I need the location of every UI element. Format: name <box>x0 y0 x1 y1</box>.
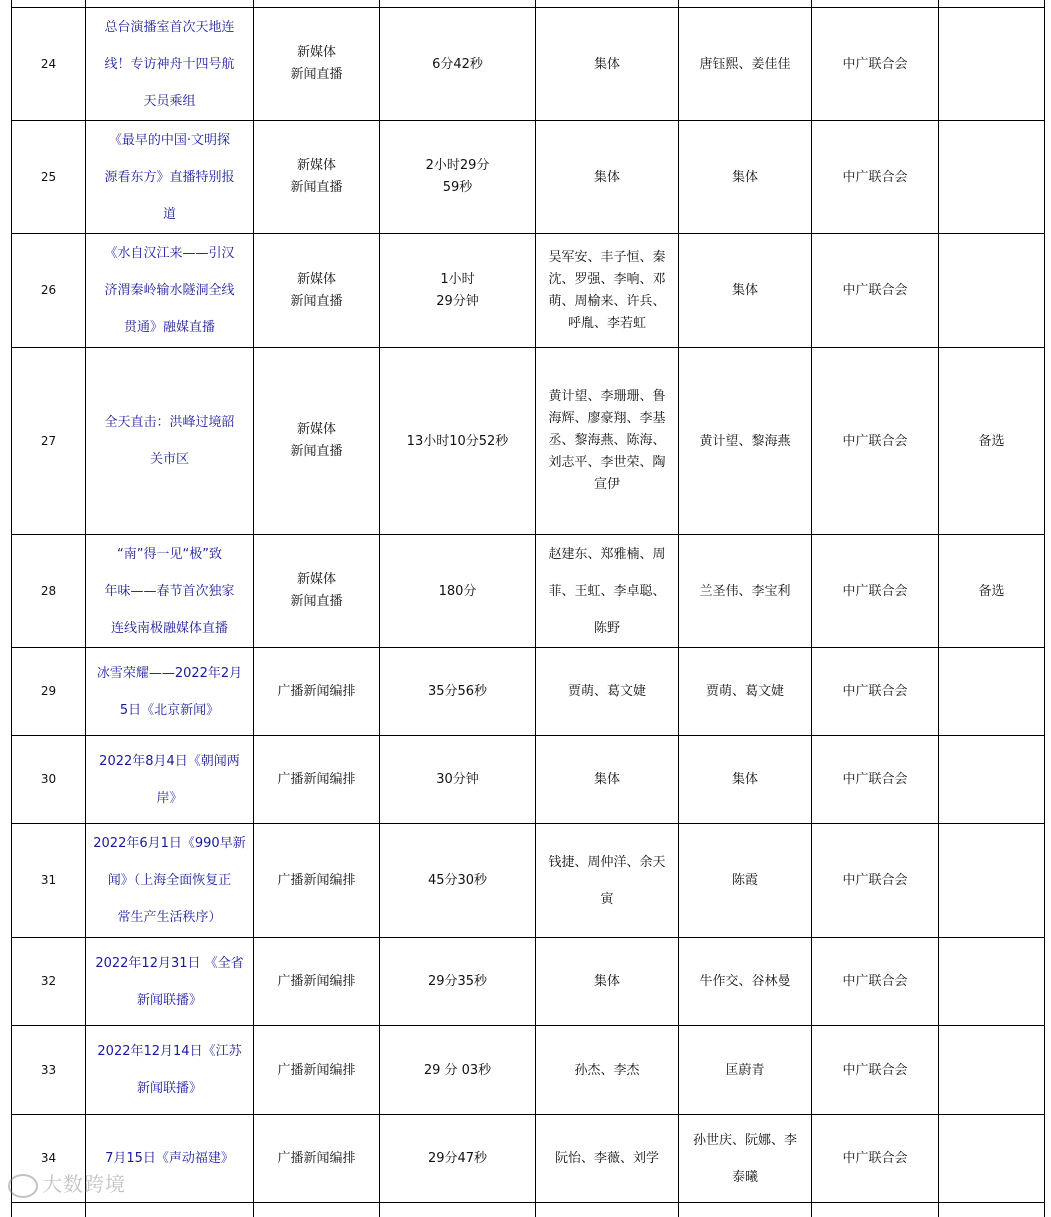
cell-authors <box>536 648 679 736</box>
cell-category-line: 广播新闻编排 <box>258 862 375 899</box>
cell-duration-line: 2小时29分 <box>384 155 531 177</box>
cell-unit-text: 中广联合会 <box>842 283 907 298</box>
cell-duration <box>380 1115 536 1203</box>
cell-note <box>939 1115 1045 1203</box>
cell-title-line: 源看东方》直播特别报 <box>90 159 249 196</box>
cell-duration-line: 30分钟 <box>384 761 531 798</box>
cell-title-line: 《水自汉江来——引汉 <box>90 235 249 272</box>
cell-duration <box>380 736 536 824</box>
cell-title-line: 5日《北京新闻》 <box>90 692 249 729</box>
cell-editors-line: 陈霞 <box>683 862 807 899</box>
cell-note <box>939 824 1045 938</box>
cell-authors-line: 丞、黎海燕、陈海、 <box>540 430 674 452</box>
table-row <box>12 535 1045 648</box>
cell-no-text: 31 <box>41 873 56 887</box>
cell-authors <box>536 8 679 121</box>
cell-category-line: 广播新闻编排 <box>258 1052 375 1089</box>
cell-editors <box>679 1115 812 1203</box>
cell-category-line: 广播新闻编排 <box>258 761 375 798</box>
cell-duration <box>380 938 536 1026</box>
cell-no-text: 33 <box>41 1063 56 1077</box>
cell-editors-line: 集体 <box>683 272 807 309</box>
cell-title <box>86 938 254 1026</box>
cell-title-line: 关市区 <box>90 441 249 478</box>
cell-no <box>12 1026 86 1115</box>
cell-duration-line: 13小时10分52秒 <box>384 423 531 460</box>
cell-no <box>12 348 86 535</box>
cell-title <box>86 121 254 234</box>
cell-unit-text: 中广联合会 <box>842 1063 907 1078</box>
cell-duration-line: 6分42秒 <box>384 46 531 83</box>
cell-unit-text: 中广联合会 <box>842 584 907 599</box>
cell-authors-line: 集体 <box>540 159 674 196</box>
cell-editors-line: 黄计望、黎海燕 <box>683 423 807 460</box>
cell-unit <box>812 938 939 1026</box>
cell-no <box>12 535 86 648</box>
cell-duration-line: 35分56秒 <box>384 673 531 710</box>
cell-no <box>12 736 86 824</box>
cell-category <box>254 736 380 824</box>
cell-authors-line: 集体 <box>540 963 674 1000</box>
cell-category <box>254 234 380 348</box>
cell-no <box>12 648 86 736</box>
cell-editors <box>679 234 812 348</box>
cell-title-line: 道 <box>90 196 249 233</box>
cell-editors <box>679 121 812 234</box>
cell-editors-line: 牛作交、谷林曼 <box>683 963 807 1000</box>
cell-category <box>254 648 380 736</box>
cell-authors-line: 吴军安、丰子恒、秦 <box>540 247 674 269</box>
cell-title <box>86 8 254 121</box>
cell-title-line: 《最早的中国·文明探 <box>90 122 249 159</box>
cell-authors <box>536 535 679 648</box>
cell-authors-line: 菲、王虹、李卓聪、 <box>540 573 674 610</box>
cell-unit-text: 中广联合会 <box>842 170 907 185</box>
cell-category-line: 新闻直播 <box>258 591 375 613</box>
cell-authors <box>536 736 679 824</box>
cell-category <box>254 348 380 535</box>
cell-authors-line: 贾萌、葛文婕 <box>540 673 674 710</box>
cell-category <box>254 535 380 648</box>
cell-authors-line: 宣伊 <box>540 474 674 496</box>
awards-table <box>11 0 1045 1217</box>
cell-authors <box>536 1026 679 1115</box>
cell-title <box>86 1115 254 1203</box>
cell-title <box>86 1026 254 1115</box>
cell-unit <box>812 234 939 348</box>
table-row <box>12 8 1045 121</box>
cell-no-text: 25 <box>41 170 56 184</box>
cell-title <box>86 535 254 648</box>
cell-editors <box>679 1026 812 1115</box>
cell-duration <box>380 648 536 736</box>
cell-authors-line: 集体 <box>540 761 674 798</box>
cell-note <box>939 8 1045 121</box>
cell-authors-line: 阮怡、李薇、刘学 <box>540 1140 674 1177</box>
cell-editors-line: 孙世庆、阮娜、李 <box>683 1122 807 1159</box>
cell-title-line: 7月15日《声动福建》 <box>90 1140 249 1177</box>
cell-unit <box>812 121 939 234</box>
cell-title-line: 闻》（上海全面恢复正 <box>90 862 249 899</box>
cell-no <box>12 824 86 938</box>
cell-category-line: 新媒体 <box>258 269 375 291</box>
cell-title-line: 线！专访神舟十四号航 <box>90 46 249 83</box>
cell-no <box>12 938 86 1026</box>
cell-duration <box>380 1026 536 1115</box>
table-row <box>12 234 1045 348</box>
cell-unit-text: 中广联合会 <box>842 434 907 449</box>
cell-no-text: 32 <box>41 974 56 988</box>
cell-authors-line: 赵建东、郑雅楠、周 <box>540 536 674 573</box>
cell-authors <box>536 234 679 348</box>
cell-title-line: 济渭秦岭输水隧洞全线 <box>90 272 249 309</box>
cell-duration-line: 1小时 <box>384 269 531 291</box>
cell-note <box>939 234 1045 348</box>
cell-note <box>939 736 1045 824</box>
cell-authors <box>536 938 679 1026</box>
cell-category-line: 新媒体 <box>258 569 375 591</box>
cell-editors <box>679 824 812 938</box>
cell-category-line: 广播新闻编排 <box>258 673 375 710</box>
cell-category <box>254 1115 380 1203</box>
cell-title-line: 新闻联播》 <box>90 982 249 1019</box>
table-row <box>12 824 1045 938</box>
table-row <box>12 736 1045 824</box>
cell-unit <box>812 8 939 121</box>
cell-editors-line: 兰圣伟、李宝利 <box>683 573 807 610</box>
cell-title-line: 天员乘组 <box>90 83 249 120</box>
cell-authors <box>536 824 679 938</box>
cell-category-line: 新媒体 <box>258 155 375 177</box>
cell-authors-line: 萌、周榆来、许兵、 <box>540 291 674 313</box>
cell-no-text: 34 <box>41 1151 56 1165</box>
cell-title-line: 年味——春节首次独家 <box>90 573 249 610</box>
cell-title <box>86 736 254 824</box>
cell-category-line: 广播新闻编排 <box>258 963 375 1000</box>
cell-note <box>939 121 1045 234</box>
cell-title-line: 全天直击：洪峰过境韶 <box>90 404 249 441</box>
cell-no <box>12 121 86 234</box>
table-row <box>12 648 1045 736</box>
cell-note-text: 备选 <box>978 584 1004 599</box>
cell-editors-line: 集体 <box>683 761 807 798</box>
cell-editors-line: 唐钰熙、姜佳佳 <box>683 46 807 83</box>
cell-category-line: 新闻直播 <box>258 291 375 313</box>
cell-unit <box>812 1115 939 1203</box>
cell-unit <box>812 648 939 736</box>
cell-duration <box>380 8 536 121</box>
cell-category <box>254 824 380 938</box>
cell-duration-line: 29分35秒 <box>384 963 531 1000</box>
table-row <box>12 1115 1045 1203</box>
cell-category-line: 新媒体 <box>258 419 375 441</box>
cell-category-line: 新闻直播 <box>258 441 375 463</box>
cell-category-line: 新媒体 <box>258 42 375 64</box>
cell-title-line: 2022年12月14日《江苏 <box>90 1033 249 1070</box>
table-row-partial-bottom <box>12 1203 1045 1217</box>
cell-no-text: 24 <box>41 57 56 71</box>
cell-no <box>12 8 86 121</box>
cell-duration <box>380 824 536 938</box>
cell-authors <box>536 121 679 234</box>
cell-duration-line: 45分30秒 <box>384 862 531 899</box>
cell-category-line: 新闻直播 <box>258 64 375 86</box>
cell-editors <box>679 348 812 535</box>
cell-title-line: 常生产生活秩序） <box>90 899 249 936</box>
cell-title-line: 新闻联播》 <box>90 1070 249 1107</box>
cell-no <box>12 1115 86 1203</box>
table-row <box>12 121 1045 234</box>
cell-no <box>12 234 86 348</box>
cell-authors-line: 孙杰、李杰 <box>540 1052 674 1089</box>
cell-editors-line: 泰曦 <box>683 1159 807 1196</box>
cell-title-line: 贯通》融媒直播 <box>90 309 249 346</box>
cell-duration-line: 59秒 <box>384 177 531 199</box>
watermark-text: 大数跨境 <box>42 1172 126 1196</box>
cell-no-text: 26 <box>41 283 56 297</box>
cell-authors-line: 陈野 <box>540 610 674 647</box>
cell-authors <box>536 348 679 535</box>
cell-editors <box>679 938 812 1026</box>
cell-no-text: 28 <box>41 584 56 598</box>
cell-duration-line: 180分 <box>384 573 531 610</box>
cell-title-line: 总台演播室首次天地连 <box>90 9 249 46</box>
cell-authors-line: 沈、罗强、李响、邓 <box>540 269 674 291</box>
cell-title-line: 2022年6月1日《990早新 <box>90 825 249 862</box>
cell-editors-line: 匡蔚青 <box>683 1052 807 1089</box>
cell-unit-text: 中广联合会 <box>842 974 907 989</box>
cell-title-line: 2022年12月31日 《全省 <box>90 945 249 982</box>
cell-title <box>86 234 254 348</box>
cell-unit-text: 中广联合会 <box>842 1151 907 1166</box>
cell-title-line: 岸》 <box>90 780 249 817</box>
cell-note <box>939 348 1045 535</box>
cell-note <box>939 648 1045 736</box>
cell-category-line: 新闻直播 <box>258 177 375 199</box>
table-row <box>12 348 1045 535</box>
cell-title-line: “南”得一见“极”致 <box>90 536 249 573</box>
cell-duration-line: 29分47秒 <box>384 1140 531 1177</box>
cell-unit-text: 中广联合会 <box>842 873 907 888</box>
cell-authors-line: 集体 <box>540 46 674 83</box>
cell-editors <box>679 8 812 121</box>
cell-authors-line: 黄计望、李珊珊、鲁 <box>540 386 674 408</box>
cell-category-line: 广播新闻编排 <box>258 1140 375 1177</box>
cell-no-text: 29 <box>41 684 56 698</box>
cell-editors-line: 贾萌、葛文婕 <box>683 673 807 710</box>
table-row-partial-top <box>12 0 1045 8</box>
cell-note-text: 备选 <box>978 434 1004 449</box>
cell-duration <box>380 234 536 348</box>
cell-unit <box>812 535 939 648</box>
cell-duration-line: 29 分 03秒 <box>384 1052 531 1089</box>
cell-unit-text: 中广联合会 <box>842 684 907 699</box>
cell-note <box>939 535 1045 648</box>
cell-editors <box>679 736 812 824</box>
cell-editors-line: 集体 <box>683 159 807 196</box>
cell-authors-line: 刘志平、李世荣、陶 <box>540 452 674 474</box>
cell-unit <box>812 736 939 824</box>
cell-note <box>939 938 1045 1026</box>
cell-title-line: 连线南极融媒体直播 <box>90 610 249 647</box>
cell-duration <box>380 121 536 234</box>
table-row <box>12 938 1045 1026</box>
cell-category <box>254 938 380 1026</box>
cell-authors-line: 寅 <box>540 881 674 918</box>
cell-title <box>86 348 254 535</box>
cell-category <box>254 8 380 121</box>
cell-unit-text: 中广联合会 <box>842 772 907 787</box>
cell-no-text: 27 <box>41 434 56 448</box>
cell-authors <box>536 1115 679 1203</box>
table-row <box>12 1026 1045 1115</box>
cell-duration-line: 29分钟 <box>384 291 531 313</box>
cell-no-text: 30 <box>41 772 56 786</box>
cell-duration <box>380 348 536 535</box>
cell-unit-text: 中广联合会 <box>842 57 907 72</box>
cell-authors-line: 钱捷、周仲洋、余天 <box>540 844 674 881</box>
cell-authors-line: 海辉、廖豪翔、李基 <box>540 408 674 430</box>
cell-category <box>254 121 380 234</box>
cell-editors <box>679 648 812 736</box>
cell-authors-line: 呼胤、李若虹 <box>540 313 674 335</box>
cell-title-line: 2022年8月4日《朝闻两 <box>90 743 249 780</box>
cell-title <box>86 648 254 736</box>
cell-unit <box>812 348 939 535</box>
cell-unit <box>812 824 939 938</box>
cell-title <box>86 824 254 938</box>
cell-category <box>254 1026 380 1115</box>
cell-unit <box>812 1026 939 1115</box>
cell-title-line: 冰雪荣耀——2022年2月 <box>90 655 249 692</box>
cell-note <box>939 1026 1045 1115</box>
cell-editors <box>679 535 812 648</box>
cell-duration <box>380 535 536 648</box>
